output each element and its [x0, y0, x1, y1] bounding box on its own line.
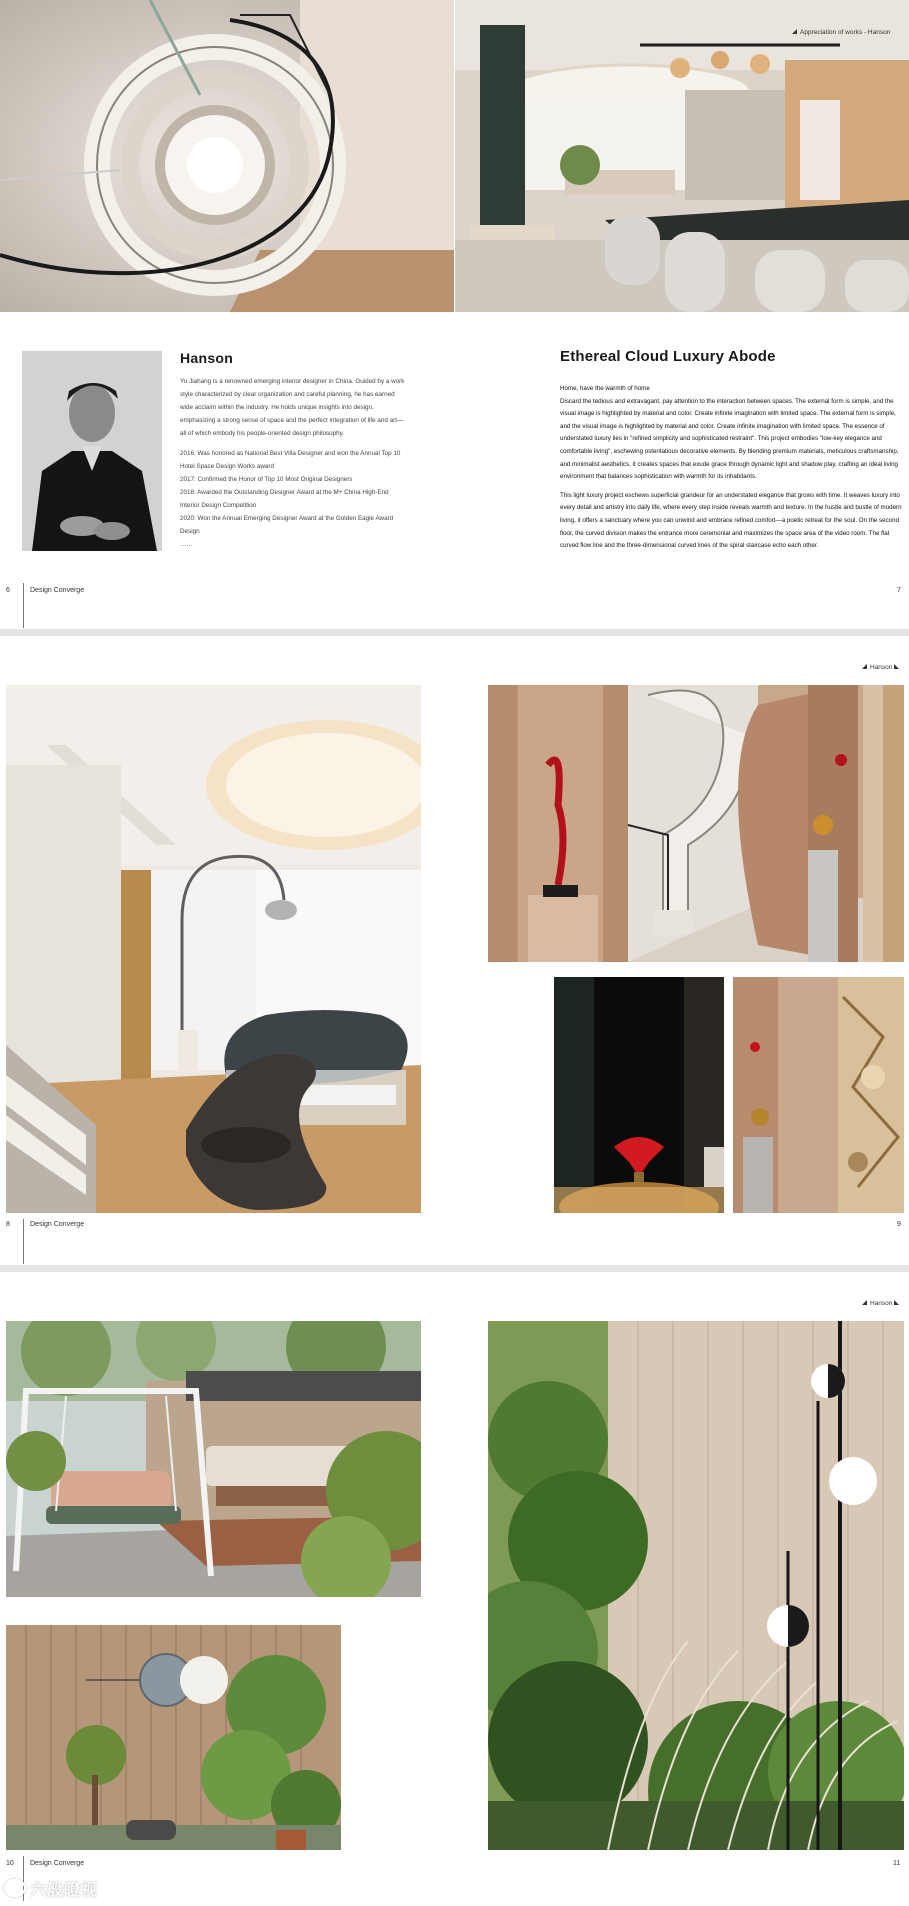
designer-portrait-photo: [22, 351, 162, 551]
award-item: 2017: Confirmed the Honor of Top 10 Most Original Designers: [180, 476, 353, 483]
project-description: [560, 383, 904, 559]
page-number-left: 6: [6, 587, 10, 594]
garden-wall-decor-photo: [6, 1625, 341, 1850]
award-item: 2020: Won the Annual Emerging Designer Award at the Golden Eagle Award Design: [180, 515, 394, 535]
magazine-name: Design Converge: [30, 1221, 85, 1228]
running-head-name: Hanson: [867, 29, 891, 36]
folio-divider: [23, 1219, 24, 1264]
triangle-marker-icon: [862, 664, 867, 669]
designer-name: Hanson: [180, 350, 234, 366]
spread-1: [0, 0, 909, 629]
triangle-marker-icon: [792, 29, 797, 34]
bio-paragraph: Yu Jiahang is a renowned emerging interior designer in China. Guided by a work style characterized by clear organization and careful planning, he has earned wide acclaim within the industry. He holds unique insights into design, emphasizing a strong sense of space and the perfect integration of life and art—all of which embody his people-oriented design philosophy.: [180, 378, 405, 437]
living-room-photo: [6, 685, 421, 1213]
triangle-marker-icon: [862, 1300, 867, 1305]
watermark: [4, 1877, 98, 1900]
foyer-staircase-photo: [488, 685, 904, 962]
folio-divider: [23, 583, 24, 628]
project-title: Ethereal Cloud Luxury Abode: [560, 348, 776, 365]
page-number-right: 7: [897, 587, 901, 594]
niche-red-sculpture-photo: [554, 977, 724, 1213]
spread-2: [0, 636, 909, 1265]
running-head: [862, 1300, 899, 1307]
page-number-right: 9: [897, 1221, 901, 1228]
project-paragraph: This light luxury project eschews superficial grandeur for an understated elegance that grows with time. It weaves luxury into every detail and artistry into daily life, where every step inside reveals warmth and texture. In the hustle and bustle of modern living, it offers a sanctuary where you can unwind and embrace refined comfort—a poetic retreat for the soul. On the second floor, the curved division makes the entrance more ceremonial and maximizes the space area of the video room. The flat curved flow line and the three-dimensional curved lines of the spiral staircase echo each other.: [560, 491, 902, 550]
spread-3: [0, 1272, 909, 1906]
watermark-text: 六般瞪视: [30, 1882, 99, 1899]
running-head-label: Hanson: [870, 1300, 893, 1307]
running-head: Appreciation of works - Hanson: [792, 29, 890, 36]
watermark-logo-icon: [4, 1879, 26, 1897]
project-paragraph: Discard the tedious and extravagant, pay attention to the interaction between spaces. The external form is simple, and the visual image is highlighted by material and color. Create infinite imagination with limited space. The external form is simple, and the visual image is highlighted by material and color. Create infinite imagination with limited space. The essence of understated luxury lies in "refined simplicity and sophisticated restraint". This project embodies "low-key elegance and comfortable living", eschewing ostentatious decorative elements. By blending premium materials, meticulous craftsmanship, and minimalist aesthetics, it creates spaces that exude grace through dynamic light and shadow play, crafting an ideal living environment that balances sophistication with warmth for its inhabitants.: [560, 397, 899, 481]
running-head: [862, 664, 899, 671]
dining-room-photo: [455, 0, 909, 312]
running-head-label: Appreciation of works: [800, 29, 863, 36]
awards-list: [180, 447, 406, 551]
corner-marker-icon: [894, 664, 899, 669]
designer-bio: [180, 375, 406, 551]
award-item: ……: [180, 541, 193, 548]
running-head-label: Hanson: [870, 664, 893, 671]
project-paragraph: Home, have the warmth of home: [560, 385, 650, 392]
magazine-name: Design Converge: [30, 1860, 85, 1867]
page-number-left: 8: [6, 1221, 10, 1228]
garden-lights-photo: [488, 1321, 904, 1850]
magazine-name: Design Converge: [30, 587, 85, 594]
page-number-right: 11: [893, 1860, 901, 1867]
corner-marker-icon: [894, 1300, 899, 1305]
wall-sculpture-photo: [733, 977, 904, 1213]
award-item: 2018: Awarded the Outstanding Designer Award at the M+ China High-End Interior Design Competition: [180, 489, 389, 509]
garden-swing-photo: [6, 1321, 421, 1597]
spiral-staircase-photo: [0, 0, 454, 312]
award-item: 2016: Was honored as National Best Villa Designer and won the Annual Top 10 Hotel Space Design Works award: [180, 450, 401, 470]
page-number-left: 10: [6, 1860, 14, 1867]
